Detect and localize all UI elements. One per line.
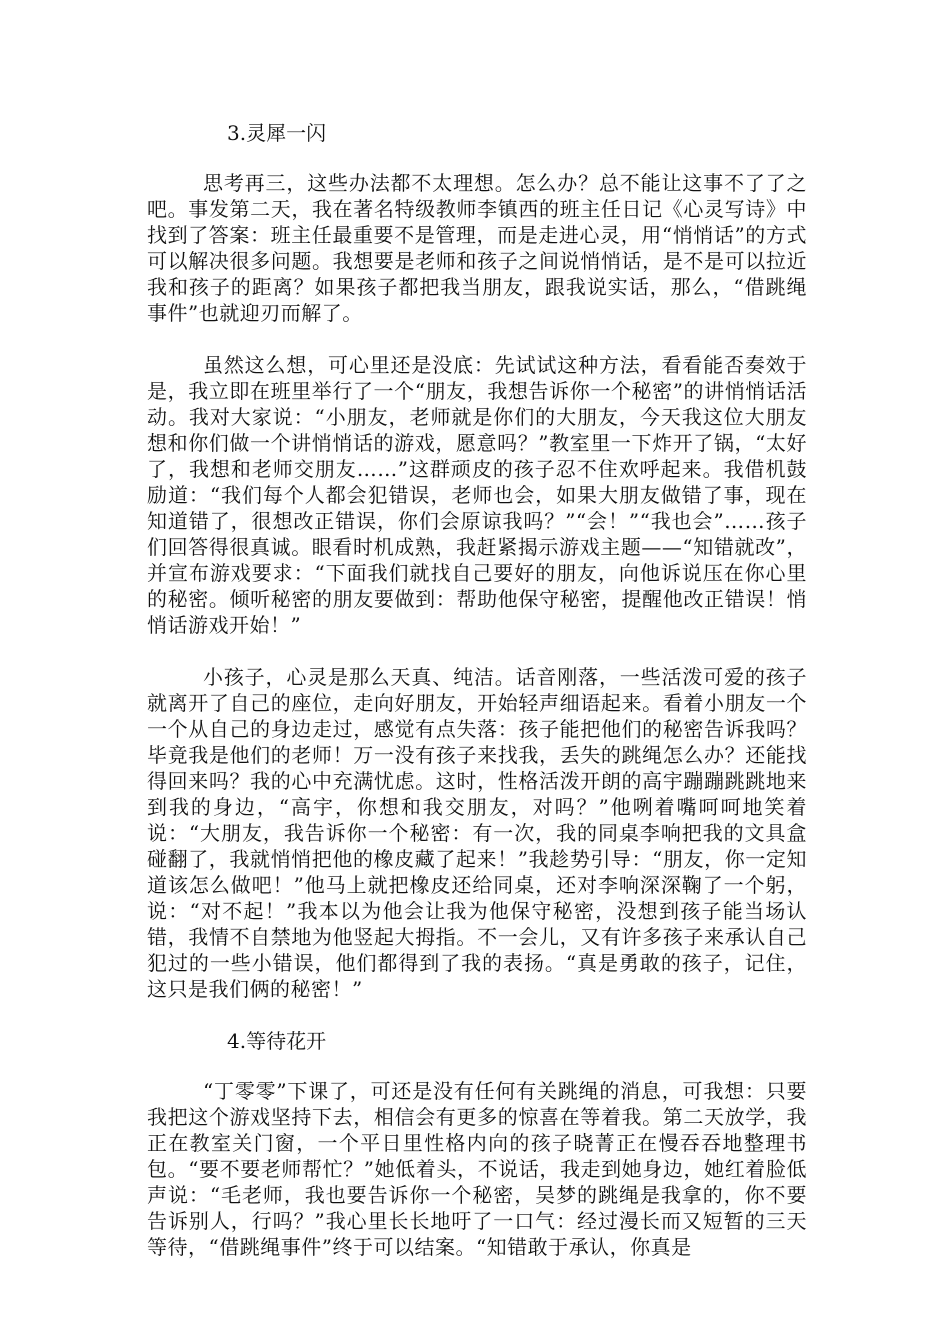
section-heading-4: 4.等待花开 bbox=[227, 1029, 327, 1053]
document-body bbox=[147, 120, 807, 1260]
paragraph: 虽然这么想，可心里还是没底：先试试这种方法，看看能否奏效于是，我立即在班里举行了一个“朋友，我想告诉你一个秘密”的讲悄悄话活动。我对大家说：“小朋友，老师就是你们的大朋友，今天我这位大朋友想和你们做一个讲悄悄话的游戏，愿意吗？”教室里一下炸开了锅，“太好了，我想和老师交朋友……”这群顽皮的孩子忍不住欢呼起来。我借机鼓励道：“我们每个人都会犯错误，老师也会，如果大朋友做错了事，现在知道错了，很想改正错误，你们会原谅我吗？”“会！”“我也会”……孩子们回答得很真诚。眼看时机成熟，我赶紧揭示游戏主题——“知错就改”，并宣布游戏要求：“下面我们就找自己要好的朋友，向他诉说压在你心里的秘密。倾听秘密的朋友要做到：帮助他保守秘密，提醒他改正错误！悄悄话游戏开始！” bbox=[147, 353, 807, 637]
paragraph: “丁零零”下课了，可还是没有任何有关跳绳的消息，可我想：只要我把这个游戏坚持下去，相信会有更多的惊喜在等着我。第二天放学，我正在教室关门窗，一个平日里性格内向的孩子晓菁正在慢吞吞地整理书包。“要不要老师帮忙？”她低着头，不说话，我走到她身边，她红着脸低声说：“毛老师，我也要告诉你一个秘密，吴梦的跳绳是我拿的，你不要告诉别人，行吗？”我心里长长地吁了一口气：经过漫长而又短暂的三天等待，“借跳绳事件”终于可以结案。“知错敢于承认，你真是 bbox=[147, 1079, 807, 1259]
paragraph: 小孩子，心灵是那么天真、纯洁。话音刚落，一些活泼可爱的孩子就离开了自己的座位，走向好朋友，开始轻声细语起来。看着小朋友一个一个从自己的身边走过，感觉有点失落：孩子能把他们的秘密告诉我吗？毕竟我是他们的老师！万一没有孩子来找我，丢失的跳绳怎么办？还能找得回来吗？我的心中充满忧虑。这时，性格活泼开朗的高宇蹦蹦跳跳地来到我的身边，“高宇，你想和我交朋友，对吗？”他咧着嘴呵呵地笑着说：“大朋友，我告诉你一个秘密：有一次，我的同桌李响把我的文具盒碰翻了，我就悄悄把他的橡皮藏了起来！”我趁势引导：“朋友，你一定知道该怎么做吧！”他马上就把橡皮还给同桌，还对李响深深鞠了一个躬，说：“对不起！”我本以为他会让我为他保守秘密，没想到孩子能当场认错，我情不自禁地为他竖起大拇指。不一会儿，又有许多孩子来承认自己犯过的一些小错误，他们都得到了我的表扬。“真是勇敢的孩子，记住，这只是我们俩的秘密！” bbox=[147, 665, 807, 1001]
paragraph: 思考再三，这些办法都不太理想。怎么办？总不能让这事不了了之吧。事发第二天，我在著名特级教师李镇西的班主任日记《心灵写诗》中找到了答案：班主任最重要不是管理，而是走进心灵，用“悄悄话”的方式可以解决很多问题。我想要是老师和孩子之间说悄悄话，是不是可以拉近我和孩子的距离？如果孩子都把我当朋友，跟我说实话，那么，“借跳绳事件”也就迎刃而解了。 bbox=[147, 171, 807, 325]
section-heading-3: 3.灵犀一闪 bbox=[227, 121, 327, 145]
